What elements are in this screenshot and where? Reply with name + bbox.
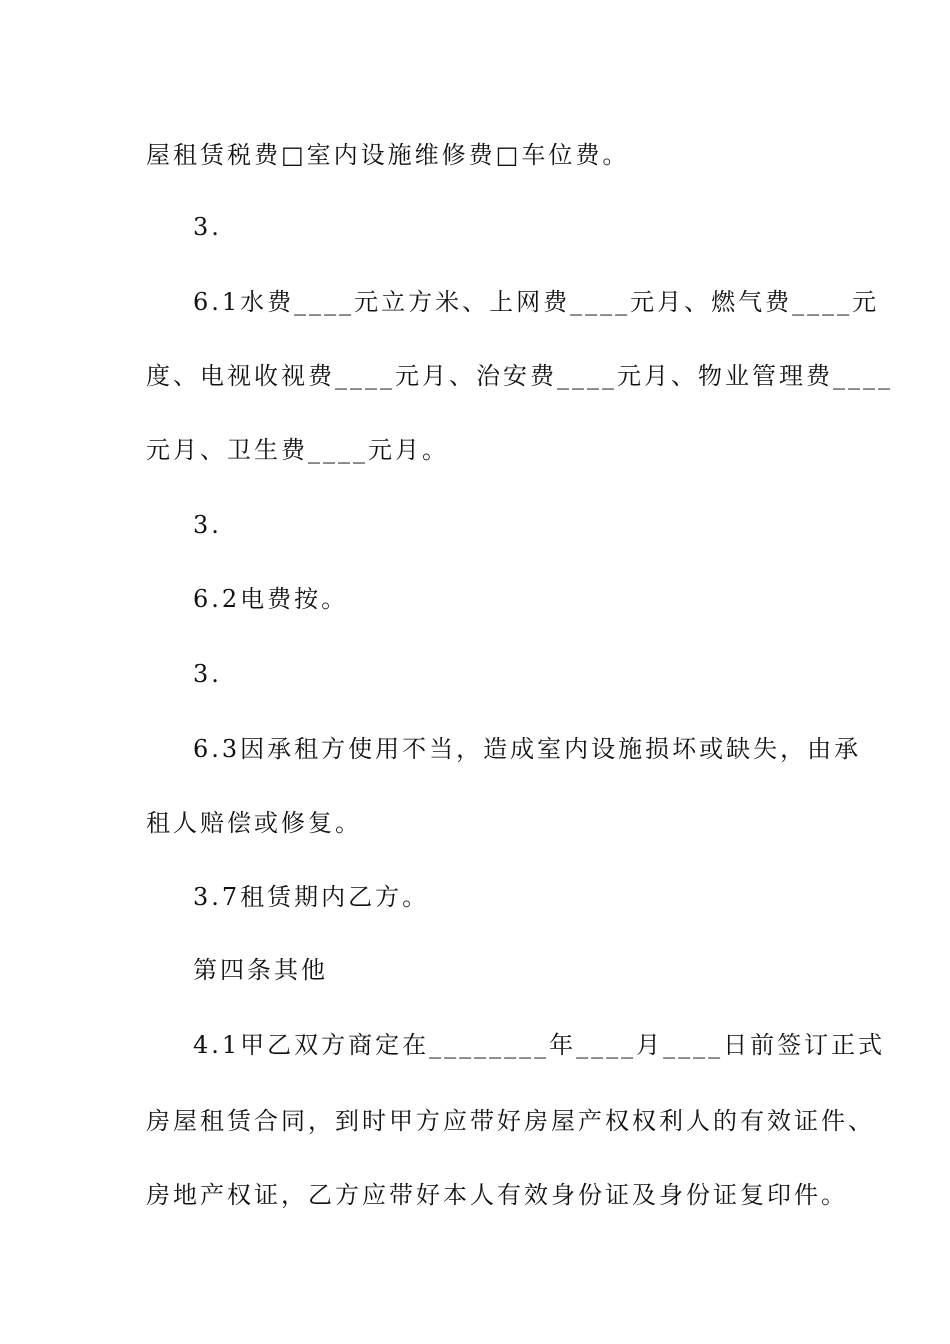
paragraph-line: 4.1甲乙双方商定在________年____月____日前签订正式 <box>193 1031 886 1059</box>
section-heading: 第四条其他 <box>193 956 328 984</box>
section-number: 3. <box>193 660 222 688</box>
paragraph-line: 租人赔偿或修复。 <box>146 809 362 837</box>
section-number: 3. <box>193 213 222 241</box>
paragraph-line: 6.1水费____元立方米、上网费____元月、燃气费____元 <box>193 288 880 316</box>
paragraph-line: 房屋租赁合同，到时甲方应带好房屋产权权利人的有效证件、 <box>146 1107 875 1135</box>
paragraph-line: 房地产权证，乙方应带好本人有效身份证及身份证复印件。 <box>146 1181 848 1209</box>
section-number: 3. <box>193 511 222 539</box>
paragraph-line: 6.3因承租方使用不当，造成室内设施损坏或缺失，由承 <box>193 735 862 763</box>
paragraph-line: 元月、卫生费____元月。 <box>146 436 449 464</box>
paragraph-line: 度、电视收视费____元月、治安费____元月、物业管理费____ <box>146 362 893 390</box>
paragraph-line: 6.2电费按。 <box>193 585 349 613</box>
paragraph-line: 屋租赁税费□室内设施维修费□车位费。 <box>146 141 630 169</box>
paragraph-line: 3.7租赁期内乙方。 <box>193 883 430 911</box>
